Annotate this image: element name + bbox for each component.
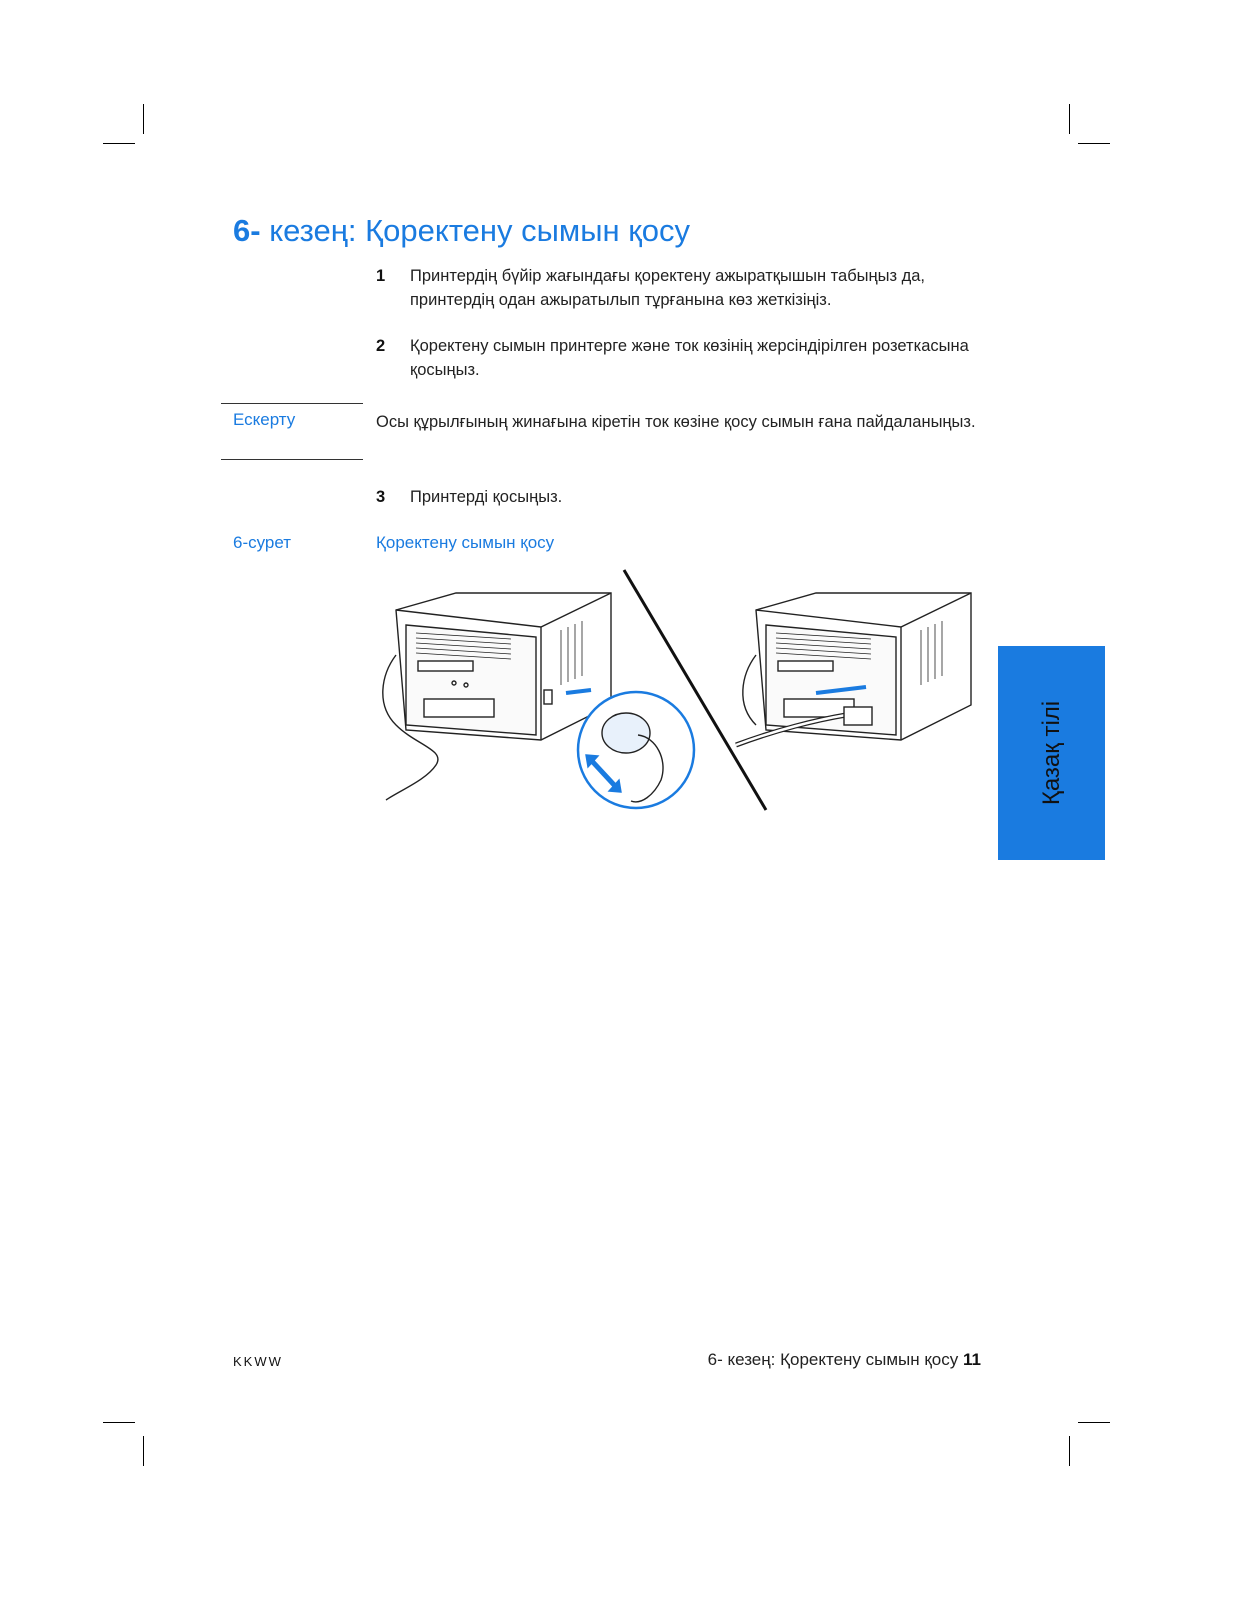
- crop-mark: [1078, 1422, 1110, 1423]
- figure-label: 6-сурет: [233, 533, 292, 552]
- footer-title: 6- кезең: Қоректену сымын қосу: [707, 1350, 959, 1369]
- printer-right: [736, 593, 971, 745]
- footer-code: KKWW: [233, 1354, 283, 1369]
- crop-mark: [1069, 1436, 1070, 1466]
- crop-mark: [103, 143, 135, 144]
- note-rule-bottom: [221, 459, 363, 460]
- step-text: Принтерді қосыңыз.: [410, 488, 563, 506]
- footer-running-title: [708, 1350, 981, 1370]
- figure-title: Қоректену сымын қосу: [376, 533, 555, 552]
- printer-left: [383, 593, 611, 800]
- language-tab: [998, 646, 1105, 860]
- step-number: 2: [376, 337, 386, 355]
- step-number: 1: [376, 267, 386, 285]
- crop-mark: [143, 1436, 144, 1466]
- crop-mark: [1078, 143, 1110, 144]
- crop-mark: [143, 104, 144, 134]
- crop-mark: [1069, 104, 1070, 134]
- step-item: [376, 485, 996, 509]
- note-label: Ескерту: [233, 410, 296, 429]
- note-rule-top: [221, 403, 363, 404]
- step-text: Принтердің бүйір жағындағы қоректену ажыратқышын табыңыз да, принтердің одан ажыратылып тұрғанына көз жеткізіңіз.: [410, 267, 926, 309]
- step-item: [376, 334, 996, 382]
- page-title: [233, 213, 690, 249]
- step-item: [376, 264, 996, 312]
- printer-power-illustration: [376, 565, 976, 820]
- note-text: Осы құрылғының жинағына кіретін ток көзіне қосу сымын ғана пайдаланыңыз.: [376, 413, 976, 431]
- title-text: кезең: Қоректену сымын қосу: [269, 213, 691, 248]
- crop-mark: [103, 1422, 135, 1423]
- step-text: Қоректену сымын принтерге және ток көзінің жерсіндірілген розеткасына қосыңыз.: [410, 337, 969, 379]
- page-number: 11: [963, 1350, 981, 1369]
- power-switch-zoom: [578, 692, 694, 808]
- language-tab-label: Қазақ тілі: [1037, 700, 1065, 806]
- step-number: 3: [376, 488, 386, 506]
- title-step-number: 6-: [233, 213, 261, 248]
